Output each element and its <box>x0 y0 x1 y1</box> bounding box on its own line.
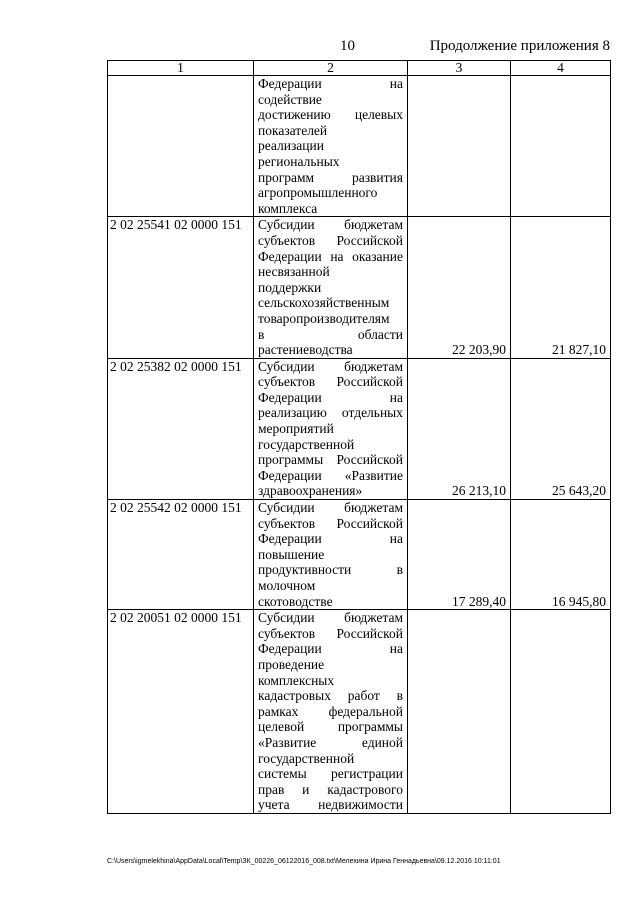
description-line: Федерации на <box>258 389 403 405</box>
description-line: Субсидии бюджетам <box>258 358 403 374</box>
column-header: 3 <box>408 61 511 76</box>
description-line: несвязанной <box>258 264 330 280</box>
description-line: Субсидии бюджетам <box>258 500 403 516</box>
page-number: 10 <box>340 38 355 54</box>
description-line: достижению целевых <box>258 107 403 123</box>
table-row <box>108 500 611 610</box>
file-path-footer: C:\Users\igmelekhina\AppData\Local\Temp\ЗК_00226_06122016_008.txt\Мелехина Ирина Геннадьевна\09.12.2016 10:11:01 <box>107 858 501 865</box>
column-header: 1 <box>108 61 254 76</box>
continuation-caption: Продолжение приложения 8 <box>429 38 610 54</box>
table-row <box>108 358 611 499</box>
description-line: поддержки <box>258 279 322 295</box>
description-line: субъектов Российской <box>258 625 403 641</box>
description-line: здравоохранения» <box>258 483 363 499</box>
description-line: региональных <box>258 153 340 169</box>
description-line: Субсидии бюджетам <box>258 610 403 626</box>
description-line: программы Российской <box>258 452 403 468</box>
column-header: 2 <box>254 61 408 76</box>
budget-code-cell <box>108 76 254 217</box>
budget-code-cell: 2 02 25382 02 0000 151 <box>108 358 254 499</box>
description-line: молочном <box>258 578 316 593</box>
amount-cell-col3 <box>408 610 511 814</box>
description-line: содействие <box>258 91 322 107</box>
description-line: «Развитие единой <box>258 734 403 750</box>
description-line: сельскохозяйственным <box>258 295 390 311</box>
description-line: кадастровых работ в <box>258 688 403 704</box>
description-line: Субсидии бюджетам <box>258 217 403 233</box>
description-line: товаропроизводителям <box>258 310 390 326</box>
table-row <box>108 217 611 358</box>
amount-cell-col4: 25 643,20 <box>511 358 611 499</box>
description-line: Федерации на <box>258 76 403 91</box>
table-header-row <box>108 61 611 76</box>
appendix-table <box>107 60 611 814</box>
description-cell <box>254 358 408 499</box>
description-line: субъектов Российской <box>258 515 403 531</box>
amount-cell-col4: 21 827,10 <box>511 217 611 358</box>
description-line: системы регистрации <box>258 766 403 782</box>
description-line: субъектов Российской <box>258 232 403 248</box>
table-row <box>108 610 611 814</box>
description-line: государственной <box>258 436 355 452</box>
description-line: Федерации «Развитие <box>258 467 403 483</box>
description-line: растениеводства <box>258 342 353 358</box>
amount-cell-col3: 17 289,40 <box>408 500 511 610</box>
amount-cell-col4 <box>511 76 611 217</box>
description-line: Федерации на <box>258 531 403 547</box>
description-line: субъектов Российской <box>258 374 403 390</box>
description-line: продуктивности в <box>258 562 403 578</box>
description-cell <box>254 500 408 610</box>
amount-cell-col3 <box>408 76 511 217</box>
amount-cell-col3: 26 213,10 <box>408 358 511 499</box>
description-line: государственной <box>258 750 355 766</box>
description-line: агропромышленного <box>258 185 378 201</box>
amount-cell-col3: 22 203,90 <box>408 217 511 358</box>
amount-cell-col4 <box>511 610 611 814</box>
description-cell <box>254 610 408 814</box>
description-line: учета недвижимости <box>258 797 403 813</box>
description-line: реализацию отдельных <box>258 405 403 421</box>
description-line: показателей <box>258 122 328 138</box>
description-cell <box>254 217 408 358</box>
description-line: повышение <box>258 546 325 562</box>
budget-code-cell: 2 02 25541 02 0000 151 <box>108 217 254 358</box>
table-row <box>108 76 611 217</box>
description-line: мероприятий <box>258 421 334 437</box>
description-line: скотоводстве <box>258 593 333 609</box>
description-line: рамках федеральной <box>258 703 403 719</box>
description-line: программ развития <box>258 169 403 185</box>
description-line: прав и кадастрового <box>258 781 403 797</box>
budget-code-cell: 2 02 25542 02 0000 151 <box>108 500 254 610</box>
description-line: в области <box>258 326 403 342</box>
description-line: Федерации на оказание <box>258 248 403 264</box>
description-cell <box>254 76 408 217</box>
description-line: комплекса <box>258 200 318 216</box>
description-line: комплексных <box>258 672 335 688</box>
description-line: целевой программы <box>258 719 403 735</box>
description-line: Федерации на <box>258 641 403 657</box>
budget-code-cell: 2 02 20051 02 0000 151 <box>108 610 254 814</box>
column-header: 4 <box>511 61 611 76</box>
amount-cell-col4: 16 945,80 <box>511 500 611 610</box>
description-line: проведение <box>258 656 325 672</box>
description-line: реализации <box>258 138 324 154</box>
